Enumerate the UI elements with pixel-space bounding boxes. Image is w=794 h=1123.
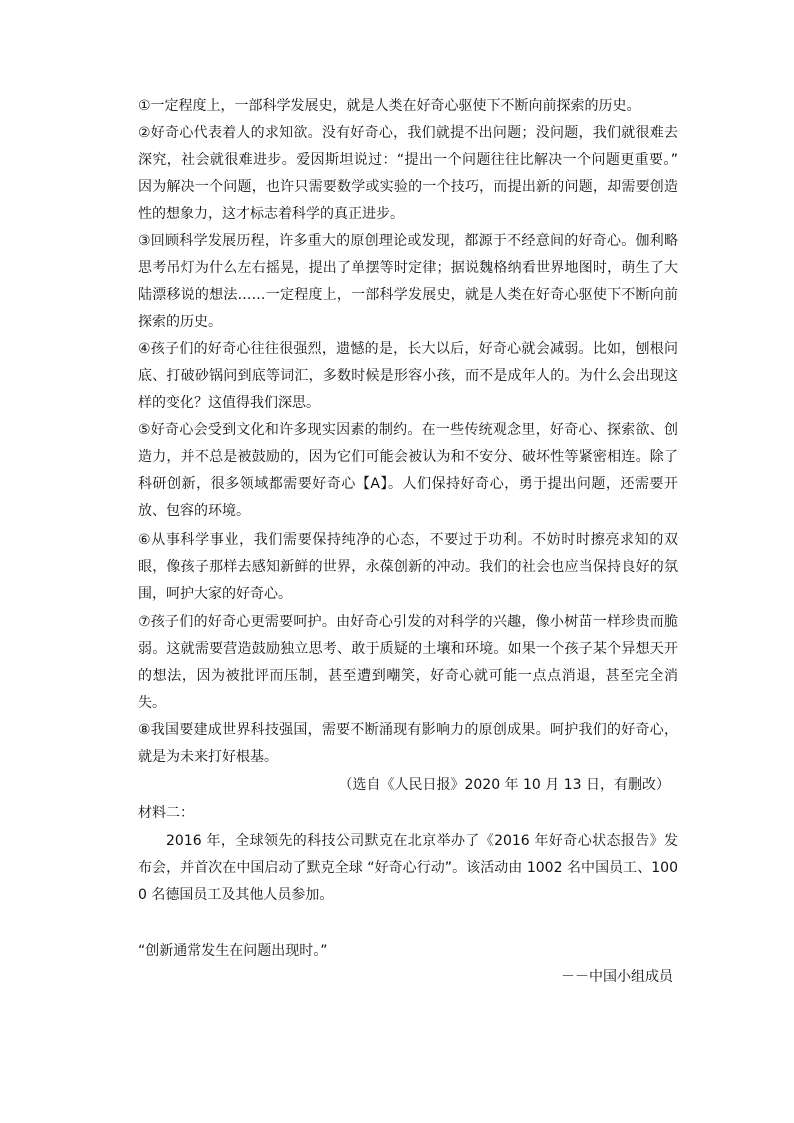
paragraph-5: ⑤好奇心会受到文化和许多现实因素的制约。在一些传统观念里，好奇心、探索欲、创造力，并不总是被鼓励的，因为它们可能会被认为和不安分、破坏性等紧密相连。除了科研创新，很多领域都需要好奇心【A】。人们保持好奇心，勇于提出问题，还需要开放、包容的环境。 bbox=[138, 422, 678, 519]
paragraph-1: ①一定程度上，一部科学发展史，就是人类在好奇心驱使下不断向前探索的历史。 bbox=[138, 98, 641, 114]
paragraph-4: ④孩子们的好奇心往往很强烈，遗憾的是，长大以后，好奇心就会减弱。比如，刨根问底、打破砂锅问到底等词汇，多数时候是形容小孩，而不是成年人的。为什么会出现这样的变化？这值得我们深思。 bbox=[138, 341, 678, 411]
source-citation: （选自《人民日报》2020 年 10 月 13 日，有删改） bbox=[338, 777, 670, 793]
paragraph-3: ③回顾科学发展历程，许多重大的原创理论或发现，都源于不经意间的好奇心。伽利略思考吊灯为什么左右摇晃，提出了单摆等时定律；据说魏格纳看世界地图时，萌生了大陆漂移说的想法……一定程度上，一部科学发展史，就是人类在好奇心驱使下不断向前探索的历史。 bbox=[138, 233, 678, 330]
material-two-heading: 材料二： bbox=[138, 805, 194, 821]
quote-attribution: －－中国小组成员 bbox=[561, 969, 673, 985]
material-two-body: 2016 年，全球领先的科技公司默克在北京举办了《2016 年好奇心状态报告》发布会，并首次在中国启动了默克全球 “好奇心行动”。该活动由 1002 名中国员工、1000 名德国员工及其他人员参加。 bbox=[138, 833, 678, 903]
quote: “创新通常发生在问题出现时。” bbox=[138, 943, 328, 959]
paragraph-8: ⑧我国要建成世界科技强国，需要不断涌现有影响力的原创成果。呵护我们的好奇心，就是为未来打好根基。 bbox=[138, 722, 678, 765]
paragraph-2: ②好奇心代表着人的求知欲。没有好奇心，我们就提不出问题；没问题，我们就很难去深究，社会就很难进步。爱因斯坦说过：“提出一个问题往往比解决一个问题更重要。” 因为解决一个问题，也许只需要数学或实验的一个技巧，而提出新的问题，却需要创造性的想象力，这才标志着科学的真正进步。 bbox=[138, 125, 678, 222]
paragraph-6: ⑥从事科学事业，我们需要保持纯净的心态，不要过于功利。不妨时时擦亮求知的双眼，像孩子那样去感知新鲜的世界，永葆创新的冲动。我们的社会也应当保持良好的氛围，呵护大家的好奇心。 bbox=[138, 532, 678, 602]
paragraph-7: ⑦孩子们的好奇心更需要呵护。由好奇心引发的对科学的兴趣，像小树苗一样珍贵而脆弱。这就需要营造鼓励独立思考、敢于质疑的土壤和环境。如果一个孩子某个异想天开的想法，因为被批评而压制，甚至遭到嘲笑，好奇心就可能一点点消退，甚至完全消失。 bbox=[138, 614, 678, 711]
